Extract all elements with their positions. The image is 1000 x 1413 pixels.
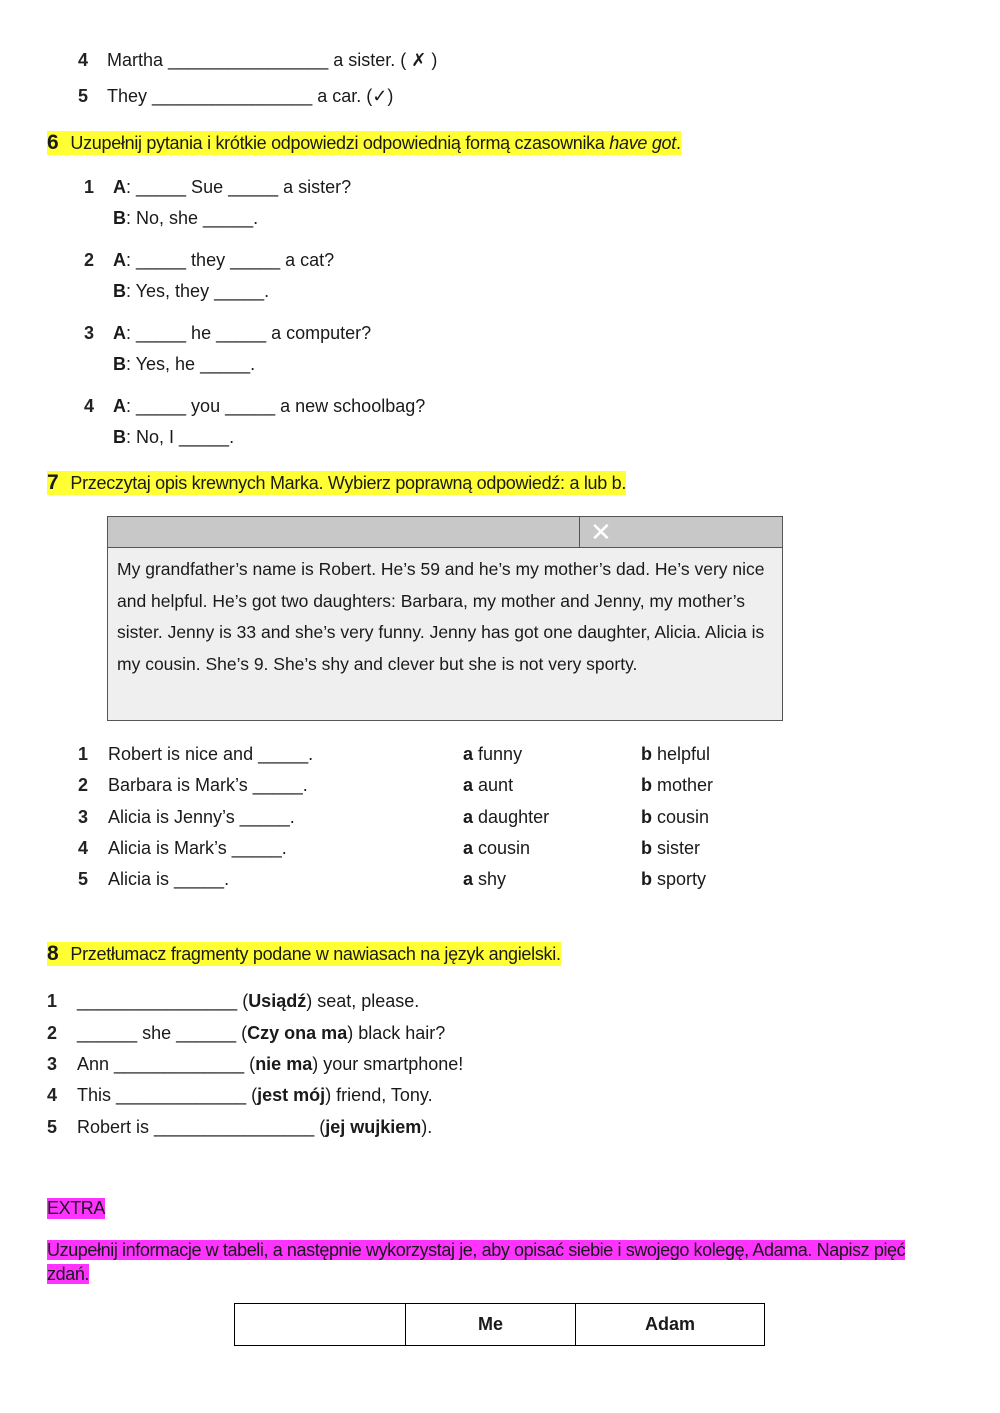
item-text: Alicia is Jenny’s _____. xyxy=(108,807,295,827)
item-text: Martha ________________ a sister. ( ✗ ) xyxy=(107,50,438,70)
item-text: Barbara is Mark’s _____. xyxy=(108,775,308,795)
table-header-adam: Adam xyxy=(576,1304,765,1346)
item-number: 2 xyxy=(78,775,89,795)
exercise-8-item-4: 4 This _____________ (jest mój) friend, Tony. xyxy=(47,1085,433,1105)
top-item-5 xyxy=(78,86,393,107)
item-text: They ________________ a car. (✓) xyxy=(107,86,394,106)
question-a: A: _____ Sue _____ a sister? xyxy=(113,177,352,197)
item-number: 5 xyxy=(78,869,89,889)
exercise-instruction-italic: have got xyxy=(609,133,676,153)
option-a[interactable]: a funny xyxy=(463,744,523,764)
option-a[interactable]: a daughter xyxy=(463,807,550,827)
close-icon[interactable]: ✕ xyxy=(590,517,612,547)
table-header-row xyxy=(235,1304,765,1346)
option-b[interactable]: b mother xyxy=(641,775,714,795)
item-number: 4 xyxy=(84,396,95,416)
option-a[interactable]: a aunt xyxy=(463,775,514,795)
extra-label: EXTRA xyxy=(47,1198,106,1218)
exercise-7-title xyxy=(47,471,626,495)
exercise-8-item-2: 2 ______ she ______ (Czy ona ma) black hair? xyxy=(47,1023,446,1043)
question-a: A: _____ you _____ a new schoolbag? xyxy=(113,396,426,416)
exercise-instruction: Przeczytaj opis krewnych Marka. Wybierz poprawną odpowiedź: a lub b. xyxy=(70,473,627,493)
option-a[interactable]: a cousin xyxy=(463,838,531,858)
exercise-number: 8 xyxy=(47,942,59,965)
text-box-header xyxy=(108,517,782,548)
option-a[interactable]: a shy xyxy=(463,869,507,889)
exercise-6-title xyxy=(47,131,681,155)
question-a: A: _____ he _____ a computer? xyxy=(113,323,372,343)
exercise-8-item-3: 3 Ann _____________ (nie ma) your smartphone! xyxy=(47,1054,464,1074)
answer-b: B: Yes, he _____. xyxy=(113,354,256,374)
exercise-number: 6 xyxy=(47,131,59,154)
table-header-blank[interactable] xyxy=(235,1304,406,1346)
item-number: 1 xyxy=(84,177,95,197)
option-b[interactable]: b cousin xyxy=(641,807,710,827)
item-number: 4 xyxy=(78,838,89,858)
item-number: 3 xyxy=(84,323,95,343)
item-number: 2 xyxy=(47,1023,58,1043)
reading-text-box xyxy=(107,516,783,721)
item-text: Robert is nice and _____. xyxy=(108,744,314,764)
option-b[interactable]: b sporty xyxy=(641,869,707,889)
top-item-4 xyxy=(78,50,437,71)
item-number: 5 xyxy=(78,86,89,106)
extra-instruction: Uzupełnij informacje w tabeli, a następnie wykorzystaj je, aby opisać siebie i swojego kolegę, Adama. Napisz pięć zdań. xyxy=(47,1240,906,1284)
info-table xyxy=(234,1303,765,1346)
header-divider xyxy=(579,517,580,547)
item-text: Alicia is Mark’s _____. xyxy=(108,838,287,858)
item-number: 4 xyxy=(47,1085,58,1105)
exercise-number: 7 xyxy=(47,471,59,494)
answer-b: B: No, she _____. xyxy=(113,208,259,228)
exercise-8-item-5: 5 Robert is ________________ (jej wujkiem). xyxy=(47,1117,433,1137)
option-b[interactable]: b helpful xyxy=(641,744,711,764)
exercise-instruction: Przetłumacz fragmenty podane w nawiasach na język angielski. xyxy=(70,944,561,964)
exercise-8-title xyxy=(47,942,561,966)
exercise-instruction-end: . xyxy=(675,133,681,153)
item-number: 1 xyxy=(78,744,89,764)
option-b[interactable]: b sister xyxy=(641,838,701,858)
exercise-8-item-1: 1 ________________ (Usiądź) seat, please. xyxy=(47,991,420,1011)
item-number: 4 xyxy=(78,50,89,70)
table-header-me: Me xyxy=(406,1304,576,1346)
question-a: A: _____ they _____ a cat? xyxy=(113,250,335,270)
item-number: 2 xyxy=(84,250,95,270)
item-number: 3 xyxy=(47,1054,58,1074)
item-text: Alicia is _____. xyxy=(108,869,230,889)
answer-b: B: Yes, they _____. xyxy=(113,281,270,301)
item-number: 5 xyxy=(47,1117,58,1137)
reading-passage: My grandfather’s name is Robert. He’s 59 and he’s my mother’s dad. He’s very nice and helpful. He’s got two daughters: Barbara, my mother and Jenny, my mother’s sister. Jenny is 33 and she’s very funny. Jenny has got one daughter, Alicia. Alicia is my cousin. She’s 9. She’s shy and clever but she is not very sporty. xyxy=(117,559,765,674)
item-number: 3 xyxy=(78,807,89,827)
item-number: 1 xyxy=(47,991,58,1011)
answer-b: B: No, I _____. xyxy=(113,427,235,447)
exercise-instruction: Uzupełnij pytania i krótkie odpowiedzi odpowiednią formą czasownika xyxy=(70,133,610,153)
